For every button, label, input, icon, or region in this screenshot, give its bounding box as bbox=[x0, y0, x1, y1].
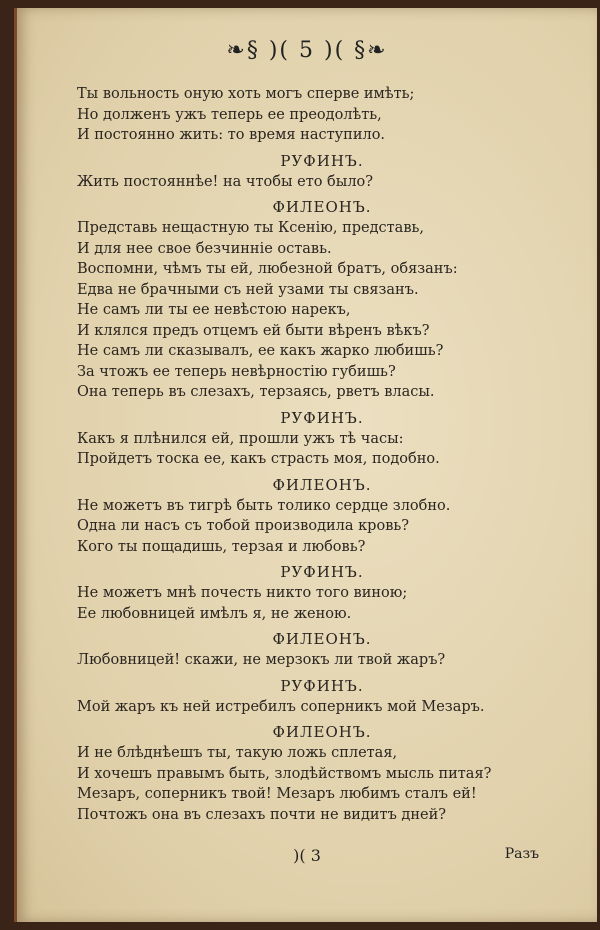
verse-line: Почтожъ она въ слезахъ почти не видитъ дней? bbox=[77, 806, 447, 823]
speaker-name: РУФИНЪ. bbox=[280, 151, 364, 170]
verse-line: Она теперь въ слезахъ, терзаясь, рветъ власы. bbox=[77, 384, 435, 400]
speaker-name: РУФИНЪ. bbox=[280, 676, 364, 695]
verse-line: Не самъ ли ты ее невѣстою нарекъ, bbox=[77, 302, 351, 318]
verse-line: Едва не брачными съ ней узами ты связанъ. bbox=[77, 281, 419, 298]
verse-line: Ее любовницей имѣлъ я, не женою. bbox=[77, 605, 352, 622]
signature-mark: )( 3 bbox=[293, 846, 321, 865]
speaker-name: ФИЛЕОНЪ. bbox=[272, 475, 372, 494]
verse-line: Любовницей! скажи, не мерзокъ ли твой жаръ? bbox=[77, 652, 446, 668]
verse-line: Мой жаръ къ ней истребилъ соперникъ мой Мезаръ. bbox=[77, 698, 485, 715]
speaker-name: ФИЛЕОНЪ. bbox=[272, 630, 372, 648]
speaker-name: РУФИНЪ. bbox=[280, 563, 364, 581]
verse-line: Но долженъ ужъ теперь ее преодолѣть, bbox=[77, 106, 382, 123]
text-body bbox=[77, 84, 567, 825]
verse-line: И хочешъ правымъ быть, злодѣйствомъ мысль питая? bbox=[77, 765, 492, 782]
verse-line: Не можетъ въ тигрѣ быть толико сердце злобно. bbox=[77, 497, 451, 514]
verse-line: И постоянно жить: то время наступило. bbox=[77, 127, 386, 143]
verse-line: За чтожъ ее теперь невѣрностію губишь? bbox=[77, 363, 396, 380]
speaker-name: ФИЛЕОНЪ. bbox=[272, 723, 372, 741]
verse-line: Воспомни, чѣмъ ты ей, любезной братъ, обязанъ: bbox=[77, 261, 458, 277]
book-page bbox=[14, 8, 597, 922]
verse-line: И клялся предъ отцемъ ей быти вѣренъ вѣкъ? bbox=[77, 322, 430, 339]
verse-line: Какъ я плѣнился ей, прошли ужъ тѣ часы: bbox=[77, 430, 404, 447]
speaker-name: РУФИНЪ. bbox=[280, 408, 364, 427]
verse-line: И для нее свое безчинніе оставь. bbox=[77, 240, 332, 257]
verse-line: Не можетъ мнѣ почесть никто того виною; bbox=[77, 585, 408, 601]
verse-line: Одна ли насъ съ тобой производила кровь? bbox=[77, 518, 410, 534]
verse-line: И не блѣднѣешъ ты, такую ложь сплетая, bbox=[77, 745, 398, 761]
verse-line: Не самъ ли сказывалъ, ее какъ жарко любишь? bbox=[77, 343, 444, 359]
verse-line: Жить постояннѣе! на чтобы ето было? bbox=[77, 173, 374, 190]
verse-line: Представь нещастную ты Ксенію, представь, bbox=[77, 220, 424, 236]
verse-line: Кого ты пощадишь, терзая и любовь? bbox=[77, 538, 366, 555]
page-header-ornament: ❧§ )( 5 )( §❧ bbox=[226, 38, 388, 63]
verse-line: Пройдетъ тоска ее, какъ страсть моя, подобно. bbox=[77, 451, 440, 467]
catchword: Разъ bbox=[504, 846, 539, 862]
verse-line: Мезаръ, соперникъ твой! Мезаръ любимъ сталъ ей! bbox=[77, 786, 477, 802]
speaker-name: ФИЛЕОНЪ. bbox=[272, 198, 372, 216]
verse-line: Ты вольность оную хоть могъ сперве имѣть; bbox=[77, 86, 415, 102]
